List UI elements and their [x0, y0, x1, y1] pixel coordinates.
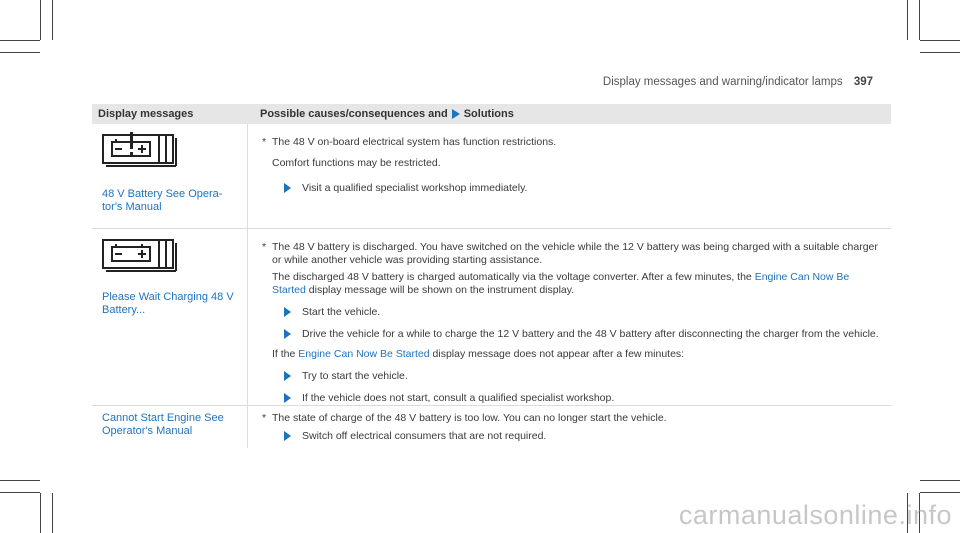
causes-cell: [248, 124, 891, 228]
solution-step: Try to start the vehicle.: [284, 370, 881, 383]
table-header: [92, 104, 891, 124]
crop-mark: [0, 480, 40, 481]
table-row: [92, 124, 891, 229]
arrow-right-icon: [452, 109, 460, 119]
cause-item: * The state of charge of the 48 V battery is too low. You can no longer start the vehicle.: [262, 412, 667, 424]
crop-mark: [52, 0, 53, 40]
running-header: [603, 76, 873, 88]
arrow-right-icon: [284, 183, 291, 193]
solution-step: If the vehicle does not start, consult a qualified specialist workshop.: [284, 392, 881, 405]
cause-item: * The 48 V on-board electrical system has function restrictions.: [262, 136, 557, 148]
message-reference: Engine Can Now Be Started: [272, 271, 850, 296]
crop-mark: [920, 52, 960, 53]
causes-cell: [248, 229, 891, 405]
crop-mark: [0, 40, 40, 41]
solution-step: Switch off electrical consumers that are not required.: [284, 430, 881, 443]
battery-icon: [102, 237, 184, 277]
arrow-right-icon: [284, 307, 291, 317]
message-reference: Engine Can Now Be Started: [298, 348, 430, 360]
arrow-right-icon: [284, 371, 291, 381]
paragraph: The discharged 48 V battery is charged automatically via the voltage converter. After a few minutes, the Engine Can Now Be Started display message will be shown on the instrument display.: [272, 271, 850, 296]
solution-step: Drive the vehicle for a while to charge the 12 V battery and the 48 V battery after disconnecting the charger from the vehicle.: [284, 328, 881, 341]
solution-step: Start the vehicle.: [284, 306, 881, 319]
crop-mark: [907, 0, 908, 40]
paragraph: Comfort functions may be restricted.: [272, 157, 441, 169]
col-header-causes: Possible causes/consequences and Solutions: [260, 107, 514, 120]
message-cell: [92, 406, 248, 448]
arrow-right-icon: [284, 431, 291, 441]
crop-mark: [40, 0, 41, 40]
crop-mark: [920, 40, 960, 41]
crop-mark: [919, 0, 920, 40]
arrow-right-icon: [284, 329, 291, 339]
cause-item: * The 48 V battery is discharged. You have switched on the vehicle while the 12 V battery was being charged with a suitable charger or while another vehicle was providing starting assistance.: [262, 241, 878, 266]
message-text: Please Wait Charging 48 V Battery...: [102, 291, 234, 316]
messages-table: [92, 104, 891, 448]
watermark: carmanualsonline.info: [678, 500, 952, 530]
crop-mark: [920, 492, 960, 493]
col-header-display-messages: Display messages: [98, 107, 194, 120]
message-text: Cannot Start Engine See Operator's Manual: [102, 412, 224, 437]
message-text: 48 V Battery See Opera-tor's Manual: [102, 188, 223, 213]
paragraph: If the Engine Can Now Be Started display message does not appear after a few minutes:: [272, 348, 685, 360]
page-number: 397: [853, 76, 873, 88]
crop-mark: [40, 493, 41, 533]
message-cell: [92, 124, 248, 228]
crop-mark: [920, 480, 960, 481]
crop-mark: [0, 52, 40, 53]
solution-step: Visit a qualified specialist workshop immediately.: [284, 182, 881, 195]
table-row: [92, 406, 891, 448]
message-cell: [92, 229, 248, 405]
crop-mark: [0, 492, 40, 493]
header-title: Display messages and warning/indicator lamps: [602, 76, 843, 88]
causes-cell: [248, 406, 891, 448]
arrow-right-icon: [284, 393, 291, 403]
battery-warning-icon: [102, 132, 184, 172]
crop-mark: [52, 493, 53, 533]
table-row: [92, 229, 891, 406]
